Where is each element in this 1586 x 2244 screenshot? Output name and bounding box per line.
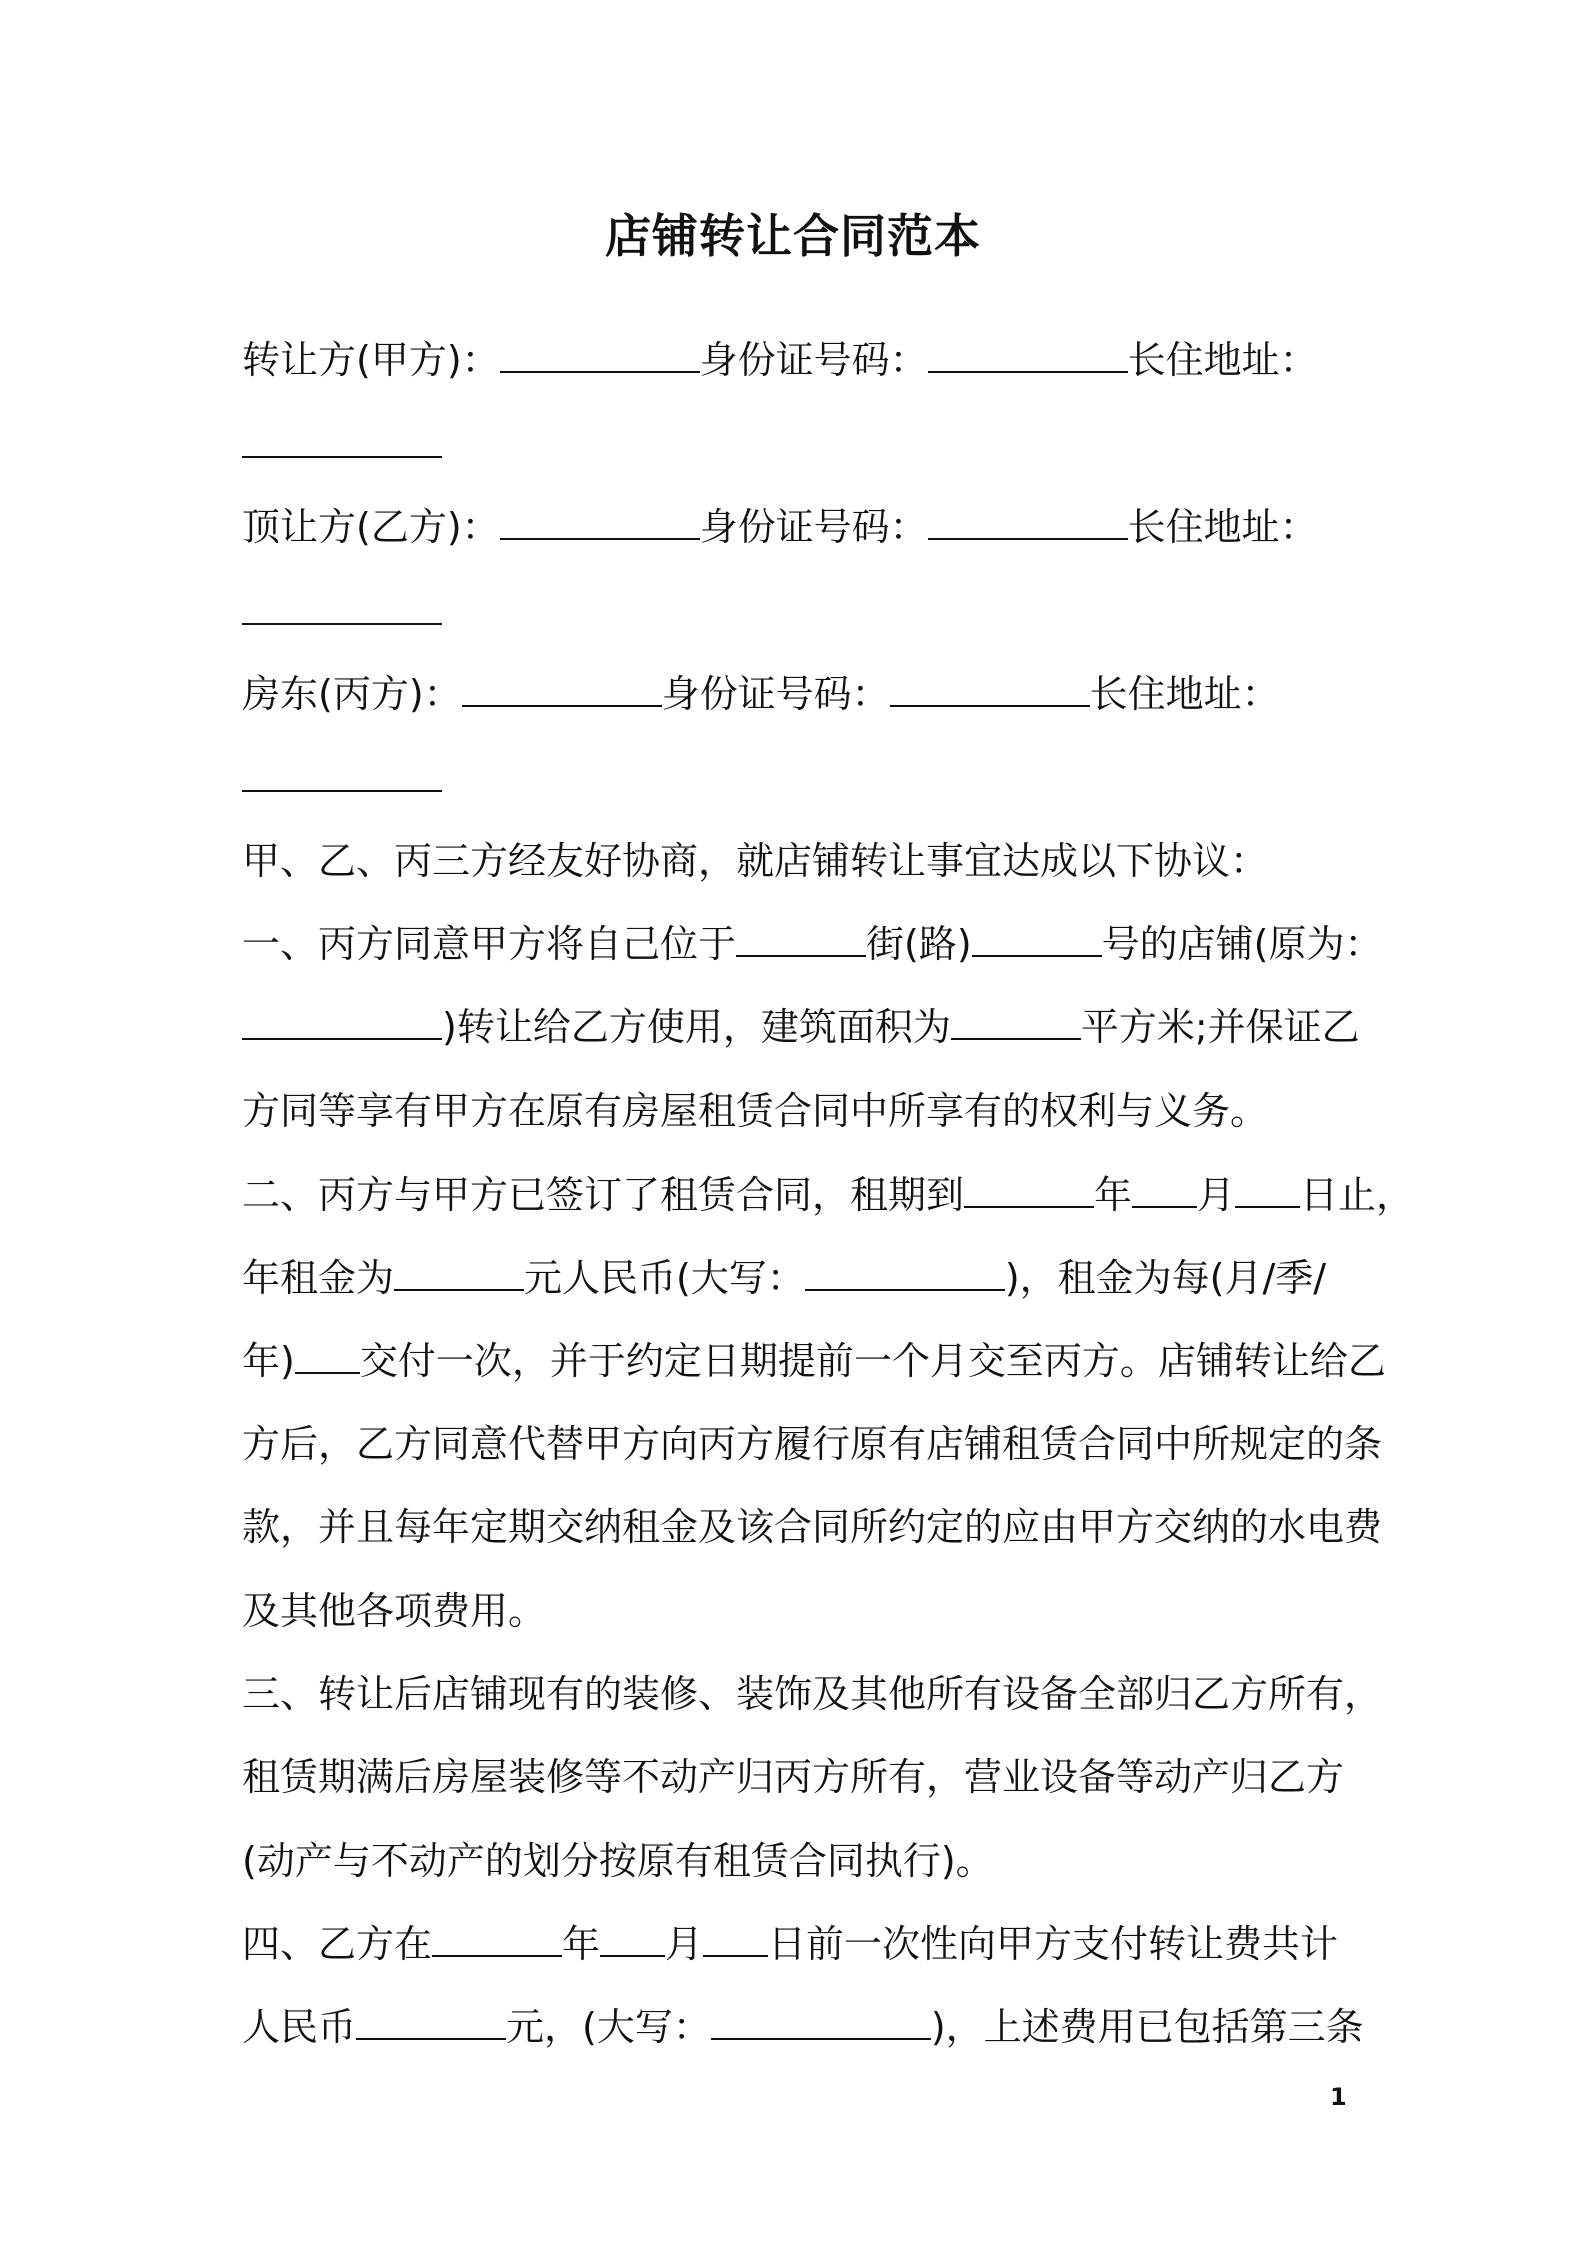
party-b-address-blank [242, 587, 442, 625]
party-a-id-blank [928, 335, 1128, 373]
intro-paragraph: 甲、乙、丙三方经友好协商，就店铺转让事宜达成以下协议： [242, 839, 1269, 883]
clause-4-text: 月 [665, 1922, 704, 1966]
party-a-line [242, 335, 1318, 385]
clause-2-line-1 [242, 1170, 1414, 1220]
party-c-name-blank [462, 669, 662, 707]
clause-4-line-1 [242, 1919, 1338, 1969]
party-a-address-blank [242, 420, 442, 458]
clause-3-line-1: 三、转让后店铺现有的装修、装饰及其他所有设备全部归乙方所有， [242, 1672, 1383, 1716]
original-use-blank [242, 1002, 442, 1040]
clause-2-line-3 [242, 1336, 1386, 1386]
transfer-fee-blank [356, 2002, 506, 2040]
fee-in-words-blank [711, 2002, 931, 2040]
number-blank [972, 919, 1102, 957]
payment-day-blank [703, 1919, 768, 1957]
party-a-address-label: 长住地址： [1127, 338, 1318, 382]
payment-period-blank [295, 1336, 360, 1374]
clause-4-text: 四、乙方在 [242, 1922, 433, 1966]
party-c-id-label: 身份证号码： [661, 672, 890, 716]
page-number: 1 [1330, 2083, 1347, 2111]
rent-in-words-blank [805, 1253, 1005, 1291]
party-a-label: 转让方(甲方)： [242, 338, 500, 382]
clause-2-line-5: 款，并且每年定期交纳租金及该合同所约定的应由甲方交纳的水电费 [242, 1505, 1383, 1549]
payment-month-blank [600, 1919, 665, 1957]
party-c-id-blank [890, 669, 1090, 707]
document-title: 店铺转让合同范本 [605, 209, 981, 263]
clause-1-text: )转让给乙方使用，建筑面积为 [442, 1005, 951, 1049]
clause-2-line-6: 及其他各项费用。 [242, 1589, 547, 1633]
party-b-id-blank [928, 502, 1128, 540]
party-c-label: 房东(丙方)： [242, 672, 462, 716]
party-b-line [242, 502, 1318, 552]
clause-4-text: 年 [562, 1922, 601, 1966]
party-c-address-line [242, 754, 442, 804]
clause-1-text: 一、丙方同意甲方将自己位于 [242, 922, 737, 966]
party-b-id-label: 身份证号码： [699, 505, 928, 549]
clause-2-text: 年租金为 [242, 1256, 395, 1300]
party-b-address-line [242, 587, 442, 637]
party-a-id-label: 身份证号码： [699, 338, 928, 382]
clause-3-line-2: 租赁期满后房屋装修等不动产归丙方所有，营业设备等动产归乙方 [242, 1755, 1345, 1799]
clause-4-text: )，上述费用已包括第三条 [930, 2005, 1364, 2049]
clause-2-text: 交付一次，并于约定日期提前一个月交至丙方。店铺转让给乙 [359, 1339, 1386, 1383]
area-blank [951, 1002, 1081, 1040]
clause-1-text: 号的店铺(原为： [1101, 922, 1383, 966]
clause-4-text: 日前一次性向甲方支付转让费共计 [768, 1922, 1339, 1966]
party-b-name-blank [500, 502, 700, 540]
clause-4-line-2 [242, 2002, 1364, 2052]
clause-1-text: 平方米;并保证乙 [1080, 1005, 1360, 1049]
party-b-label: 顶让方(乙方)： [242, 505, 500, 549]
annual-rent-blank [394, 1253, 524, 1291]
clause-2-text: 月 [1197, 1173, 1236, 1217]
party-c-address-label: 长住地址： [1089, 672, 1280, 716]
party-b-address-label: 长住地址： [1127, 505, 1318, 549]
clause-4-text: 元，(大写： [506, 2005, 711, 2049]
party-a-name-blank [500, 335, 700, 373]
clause-2-line-2 [242, 1253, 1326, 1303]
party-c-address-blank [242, 754, 442, 792]
clause-2-text: 年) [242, 1339, 295, 1383]
clause-2-text: 日止， [1300, 1173, 1415, 1217]
clause-2-text: )，租金为每(月/季/ [1004, 1256, 1327, 1300]
street-blank [736, 919, 866, 957]
clause-4-text: 人民币 [242, 2005, 357, 2049]
clause-2-text: 年 [1094, 1173, 1133, 1217]
payment-year-blank [432, 1919, 562, 1957]
party-c-line [242, 669, 1280, 719]
clause-2-text: 元人民币(大写： [524, 1256, 805, 1300]
clause-3-line-3: (动产与不动产的划分按原有租赁合同执行)。 [242, 1839, 994, 1883]
clause-1-line-2 [242, 1002, 1360, 1052]
lease-month-blank [1132, 1170, 1197, 1208]
party-a-address-line [242, 420, 442, 470]
clause-1-text: 街(路) [866, 922, 972, 966]
clause-1-line-3: 方同等享有甲方在原有房屋租赁合同中所享有的权利与义务。 [242, 1089, 1269, 1133]
lease-year-blank [964, 1170, 1094, 1208]
lease-day-blank [1235, 1170, 1300, 1208]
clause-2-line-4: 方后，乙方同意代替甲方向丙方履行原有店铺租赁合同中所规定的条 [242, 1422, 1383, 1466]
clause-1-line-1 [242, 919, 1383, 969]
clause-2-text: 二、丙方与甲方已签订了租赁合同，租期到 [242, 1173, 965, 1217]
